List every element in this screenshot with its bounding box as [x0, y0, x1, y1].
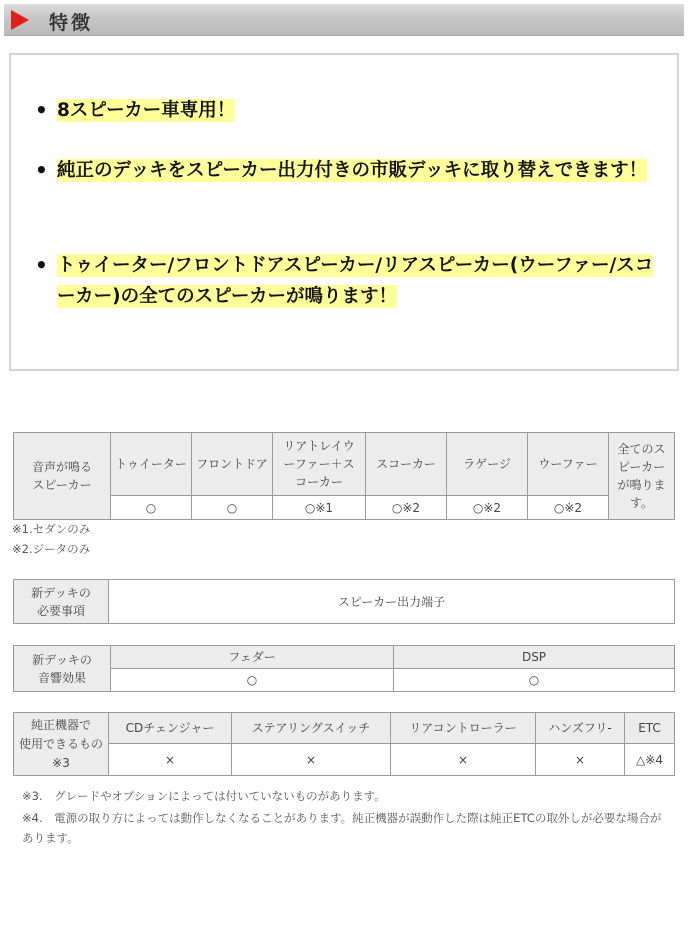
- speaker-value: ○※2: [366, 496, 447, 520]
- speaker-value: ○※2: [528, 496, 609, 520]
- bullet-icon: •: [35, 158, 48, 182]
- device-col-header: リアコントローラー: [391, 713, 536, 744]
- device-col-header: CDチェンジャー: [109, 713, 232, 744]
- feature-text: 8スピーカー車専用！: [57, 100, 236, 121]
- effect-header: 新デッキの 音響効果: [14, 646, 111, 692]
- effect-value: ○: [394, 669, 675, 692]
- speaker-value: ○※1: [273, 496, 366, 520]
- device-header: 純正機器で 使用できるもの ※3: [14, 713, 109, 776]
- speaker-col-header: ラゲージ: [447, 433, 528, 496]
- bullet-icon: •: [35, 98, 48, 122]
- speaker-last-column: 全てのスピーカーが鳴ります。: [609, 433, 675, 520]
- effect-table: [13, 645, 675, 692]
- speaker-col-header: スコーカー: [366, 433, 447, 496]
- section-header: [4, 4, 684, 36]
- device-value: ×: [536, 744, 625, 776]
- effect-col-header: DSP: [394, 646, 675, 669]
- speaker-note: ※1.セダンのみ: [12, 522, 91, 536]
- device-value: ×: [232, 744, 391, 776]
- speaker-note: ※2.ジータのみ: [12, 542, 91, 556]
- device-value: △※4: [625, 744, 675, 776]
- device-col-header: ハンズフリ-: [536, 713, 625, 744]
- speaker-value: ○: [111, 496, 192, 520]
- speaker-col-header: トゥイーター: [111, 433, 192, 496]
- feature-text: トゥイーター/フロントドアスピーカー/リアスピーカー(ウーファー/スコーカー)の全てのスピーカーが鳴ります！: [57, 255, 654, 307]
- speaker-col-header: ウーファー: [528, 433, 609, 496]
- speaker-value: ○: [192, 496, 273, 520]
- speaker-row-header: 音声が鳴る スピーカー: [14, 433, 111, 520]
- feature-box: [9, 53, 679, 371]
- section-title: 特徴: [49, 12, 94, 34]
- device-col-header: ステアリングスイッチ: [232, 713, 391, 744]
- effect-value: ○: [111, 669, 394, 692]
- footnote: ※4. 電源の取り方によっては動作しなくなることがあります。純正機器が誤動作した際は純正ETCの取外しが必要な場合があります。: [22, 811, 662, 845]
- device-value: ×: [391, 744, 536, 776]
- requirement-value: スピーカー出力端子: [109, 580, 675, 624]
- feature-text: 純正のデッキをスピーカー出力付きの市販デッキに取り替えできます！: [57, 160, 648, 181]
- requirement-header: 新デッキの 必要事項: [14, 580, 109, 624]
- bullet-icon: •: [35, 253, 48, 277]
- effect-col-header: フェダー: [111, 646, 394, 669]
- speaker-table: [13, 432, 675, 520]
- device-table: [13, 712, 675, 776]
- play-triangle-icon: [11, 10, 29, 30]
- speaker-col-header: フロントドア: [192, 433, 273, 496]
- speaker-col-header: リアトレイウーファー＋スコーカー: [273, 433, 366, 496]
- speaker-value: ○※2: [447, 496, 528, 520]
- requirement-table: [13, 579, 675, 624]
- device-col-header: ETC: [625, 713, 675, 744]
- device-value: ×: [109, 744, 232, 776]
- footnote: ※3. グレードやオプションによっては付いていないものがあります。: [22, 789, 386, 803]
